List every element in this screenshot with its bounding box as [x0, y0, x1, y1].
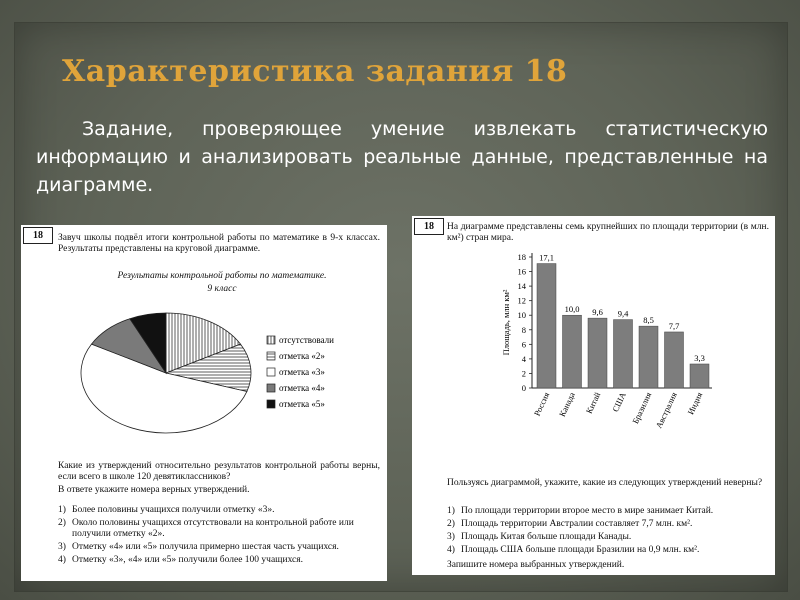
legend-swatch — [267, 352, 275, 360]
task-statement: На диаграмме представлены семь крупнейших по площади территории (в млн. км²) стран мира. — [447, 222, 769, 243]
bar-value-label: 10,0 — [564, 304, 580, 315]
bar — [563, 315, 582, 388]
bar — [690, 364, 709, 388]
answer-option: 4) Отметку «3», «4» или «5» получили более 100 учащихся. — [58, 555, 304, 565]
bar-value-label: 9,6 — [592, 307, 603, 318]
y-tick-label: 2 — [521, 368, 526, 379]
y-tick-label: 8 — [521, 324, 526, 335]
y-tick-label: 6 — [521, 339, 526, 350]
legend-label: отсутствовали — [279, 335, 334, 345]
y-tick-label: 10 — [517, 310, 526, 321]
category-label: Австралия — [653, 390, 679, 430]
y-tick-label: 12 — [517, 295, 526, 306]
legend-label: отметка «4» — [279, 383, 325, 393]
answer-option: 1) По площади территории второе место в мире занимает Китай. — [447, 506, 714, 516]
answer-option: 3) Площадь Китая больше площади Канады. — [447, 532, 632, 542]
legend-swatch — [267, 384, 275, 392]
bar-value-label: 9,4 — [617, 308, 629, 319]
legend-label: отметка «3» — [279, 367, 325, 377]
bar-value-label: 3,3 — [694, 352, 705, 363]
y-axis-label: Площадь, млн км² — [501, 289, 511, 356]
category-label: США — [610, 390, 628, 414]
question-text: Какие из утверждений относительно результатов контрольной работы верны, если всего в школе 120 девятиклассников? — [58, 461, 380, 482]
bar — [537, 264, 556, 388]
answer-option: 2) Около половины учащихся отсутствовали на контрольной работе или получили отметку «2». — [58, 518, 354, 539]
bar — [665, 332, 684, 388]
task-number-box: 18 — [23, 227, 53, 244]
y-tick-label: 18 — [517, 252, 526, 262]
y-tick-label: 0 — [521, 383, 526, 393]
category-label: Россия — [531, 390, 552, 418]
answer-option: 1) Более половины учащихся получили отметку «3». — [58, 505, 275, 515]
task-statement: Завуч школы подвёл итоги контрольной работы по математике в 9-х классах. Результаты представлены на круговой диаграмме. — [58, 233, 380, 254]
y-tick-label: 16 — [517, 266, 526, 277]
y-tick-label: 14 — [517, 281, 526, 292]
pie-chart-title: Результаты контрольной работы по математике. — [117, 271, 327, 281]
bar — [614, 320, 633, 388]
question-text: Пользуясь диаграммой, укажите, какие из следующих утверждений неверны? — [447, 478, 763, 488]
category-label: Китай — [583, 390, 603, 416]
task-number-box: 18 — [414, 218, 444, 235]
bar-value-label: 17,1 — [539, 252, 554, 263]
left-task-panel — [21, 225, 387, 581]
pie-chart — [21, 293, 387, 463]
answer-options — [58, 505, 380, 568]
category-label: Индия — [685, 390, 705, 417]
bar — [639, 326, 658, 388]
legend-swatch — [267, 336, 275, 344]
slide-title: Характеристика задания 18 — [62, 54, 568, 89]
bar-value-label: 7,7 — [668, 320, 680, 331]
answer-option: 3) Отметку «4» или «5» получила примерно шестая часть учащихся. — [58, 542, 339, 552]
bar-value-label: 8,5 — [643, 315, 654, 326]
footer-instruction: Запишите номера выбранных утверждений. — [447, 560, 625, 570]
answer-options — [447, 506, 769, 558]
slide-intro-text: Задание, проверяющее умение извлекать статистическую информацию и анализировать реальные данные, представленные на диаграмме. — [36, 118, 768, 196]
answer-option: 4) Площадь США больше площади Бразилии на 0,9 млн. км². — [447, 545, 700, 555]
y-tick-label: 4 — [521, 353, 526, 364]
legend-label: отметка «2» — [279, 351, 325, 361]
bar-chart — [412, 244, 775, 474]
category-label: Бразилия — [630, 390, 654, 426]
bar — [588, 318, 607, 388]
category-label: Канада — [556, 390, 577, 419]
legend-label: отметка «5» — [279, 399, 325, 409]
pie-chart-subtitle: 9 класс — [207, 284, 237, 294]
legend-swatch — [267, 368, 275, 376]
right-task-panel — [412, 216, 775, 575]
legend-swatch — [267, 400, 275, 408]
answer-option: 2) Площадь территории Австралии составляет 7,7 млн. км². — [447, 519, 693, 529]
instruction-text: В ответе укажите номера верных утверждений. — [58, 485, 250, 495]
